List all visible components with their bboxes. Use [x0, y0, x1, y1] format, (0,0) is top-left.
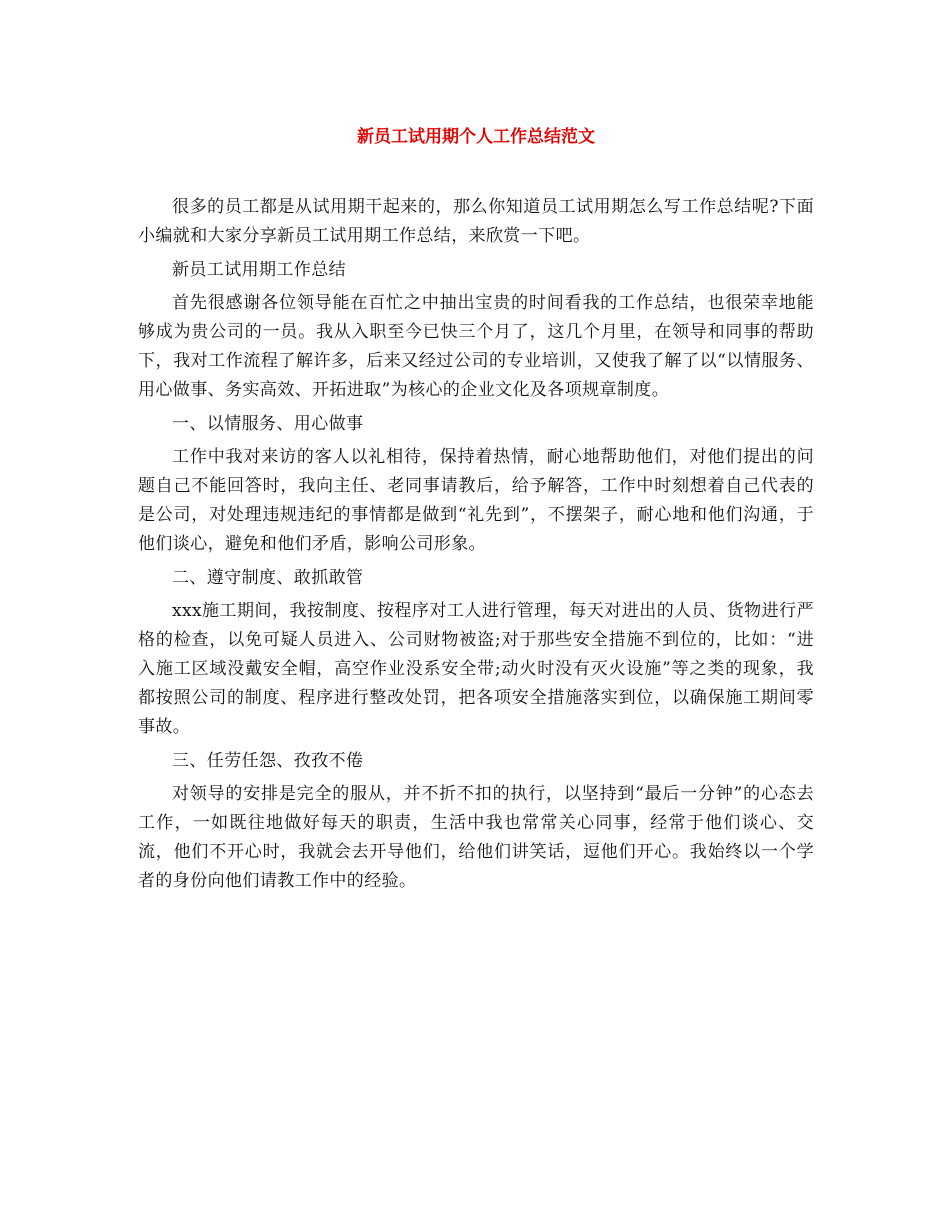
section-heading-3: 三、任劳任怨、孜孜不倦	[172, 750, 364, 771]
intro-paragraph: 很多的员工都是从试用期干起来的，那么你知道员工试用期怎么写工作总结呢?下面小编就和大家分享新员工试用期工作总结，来欣赏一下吧。	[138, 197, 814, 246]
opening-paragraph: 首先很感谢各位领导能在百忙之中抽出宝贵的时间看我的工作总结，也很荣幸地能够成为贵公司的一员。我从入职至今已快三个月了，这几个月里，在领导和同事的帮助下，我对工作流程了解许多，后来又经过公司的专业培训，又使我了解了以“以情服务、用心做事、务实高效、开拓进取”为核心的企业文化及各项规章制度。	[138, 293, 814, 400]
document-title: 新员工试用期个人工作总结范文	[357, 127, 595, 147]
section-paragraph-1: 工作中我对来访的客人以礼相待，保持着热情，耐心地帮助他们，对他们提出的问题自己不能回答时，我向主任、老同事请教后，给予解答，工作中时刻想着自己代表的是公司，对处理违规违纪的事情都是做到“礼先到”，不摆架子，耐心地和他们沟通，于他们谈心，避免和他们矛盾，影响公司形象。	[138, 447, 814, 554]
section-paragraph-2: xxx施工期间，我按制度、按程序对工人进行管理，每天对进出的人员、货物进行严格的检查，以免可疑人员进入、公司财物被盗;对于那些安全措施不到位的，比如：“进入施工区域没戴安全帽，高空作业没系安全带;动火时没有灭火设施”等之类的现象，我都按照公司的制度、程序进行整改处罚，把各项安全措施落实到位，以确保施工期间零事故。	[138, 601, 814, 737]
summary-heading: 新员工试用期工作总结	[172, 259, 346, 280]
section-heading-1: 一、以情服务、用心做事	[172, 413, 364, 434]
section-paragraph-3: 对领导的安排是完全的服从，并不折不扣的执行，以坚持到“最后一分钟”的心态去工作，一如既往地做好每天的职责，生活中我也常常关心同事，经常于他们谈心、交流，他们不开心时，我就会去开导他们，给他们讲笑话，逗他们开心。我始终以一个学者的身份向他们请教工作中的经验。	[138, 784, 814, 891]
document-body	[138, 193, 814, 896]
section-heading-2: 二、遵守制度、敢抓敢管	[172, 567, 364, 588]
